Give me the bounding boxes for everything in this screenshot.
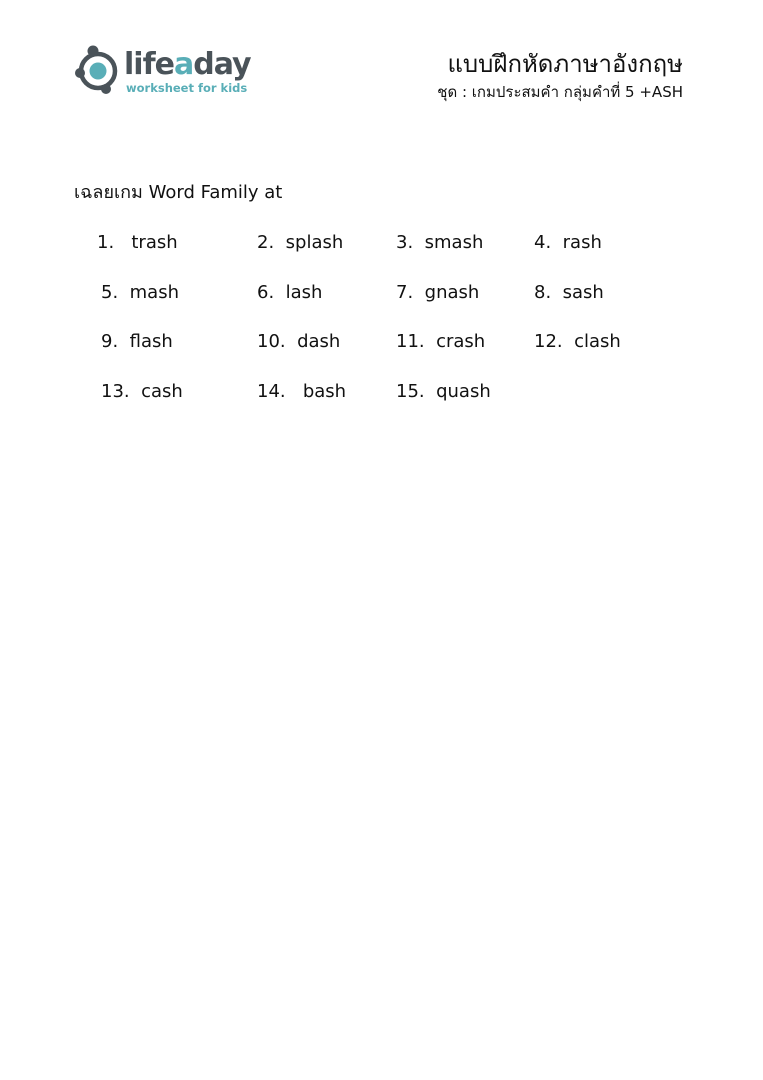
- answer-item: [257, 281, 322, 305]
- answer-grid: [0, 0, 763, 420]
- answer-word: clash: [574, 331, 621, 352]
- answer-key-heading: เฉลยเกม Word Family at: [74, 182, 283, 203]
- answer-item: [101, 281, 179, 305]
- answer-number: 15.: [396, 381, 425, 402]
- answer-item: [396, 330, 485, 354]
- answer-item: [534, 281, 604, 305]
- answer-item: [101, 380, 183, 404]
- page-subtitle: ชุด : เกมประสมคำ กลุ่มคำที่ 5 +ASH: [437, 83, 683, 101]
- answer-word: flash: [129, 331, 173, 352]
- answer-number: 5.: [101, 282, 119, 303]
- answer-word: mash: [129, 282, 179, 303]
- answer-word: dash: [297, 331, 341, 352]
- answer-number: 12.: [534, 331, 563, 352]
- answer-number: 10.: [257, 331, 286, 352]
- answer-number: 7.: [396, 282, 414, 303]
- answer-number: 6.: [257, 282, 275, 303]
- answer-number: 3.: [396, 232, 414, 253]
- logo-word-a: a: [173, 47, 194, 82]
- answer-item: [534, 330, 621, 354]
- answer-number: 13.: [101, 381, 130, 402]
- answer-number: 1.: [97, 232, 115, 253]
- answer-number: 14.: [257, 381, 286, 402]
- answer-word: crash: [436, 331, 486, 352]
- answer-word: smash: [424, 232, 484, 253]
- logo-word-day: day: [193, 47, 251, 82]
- page-title: แบบฝึกหัดภาษาอังกฤษ: [447, 50, 683, 78]
- answer-word: sash: [562, 282, 604, 303]
- answer-item: [534, 231, 602, 255]
- answer-number: 2.: [257, 232, 275, 253]
- answer-word: cash: [141, 381, 183, 402]
- answer-word: rash: [562, 232, 602, 253]
- answer-item: [257, 380, 346, 404]
- answer-word: lash: [285, 282, 323, 303]
- logo-word-life: life: [124, 47, 174, 82]
- answer-number: 11.: [396, 331, 425, 352]
- answer-word: bash: [302, 381, 347, 402]
- answer-number: 8.: [534, 282, 552, 303]
- answer-word: trash: [131, 232, 178, 253]
- answer-item: [101, 330, 173, 354]
- answer-item: [257, 330, 340, 354]
- logo-tagline: worksheet for kids: [126, 81, 248, 95]
- answer-word: gnash: [424, 282, 480, 303]
- answer-item: [396, 380, 491, 404]
- answer-item: [396, 231, 483, 255]
- answer-number: 4.: [534, 232, 552, 253]
- answer-word: quash: [436, 381, 491, 402]
- answer-item: [97, 231, 178, 255]
- answer-number: 9.: [101, 331, 119, 352]
- answer-item: [396, 281, 479, 305]
- answer-item: [257, 231, 343, 255]
- answer-word: splash: [285, 232, 344, 253]
